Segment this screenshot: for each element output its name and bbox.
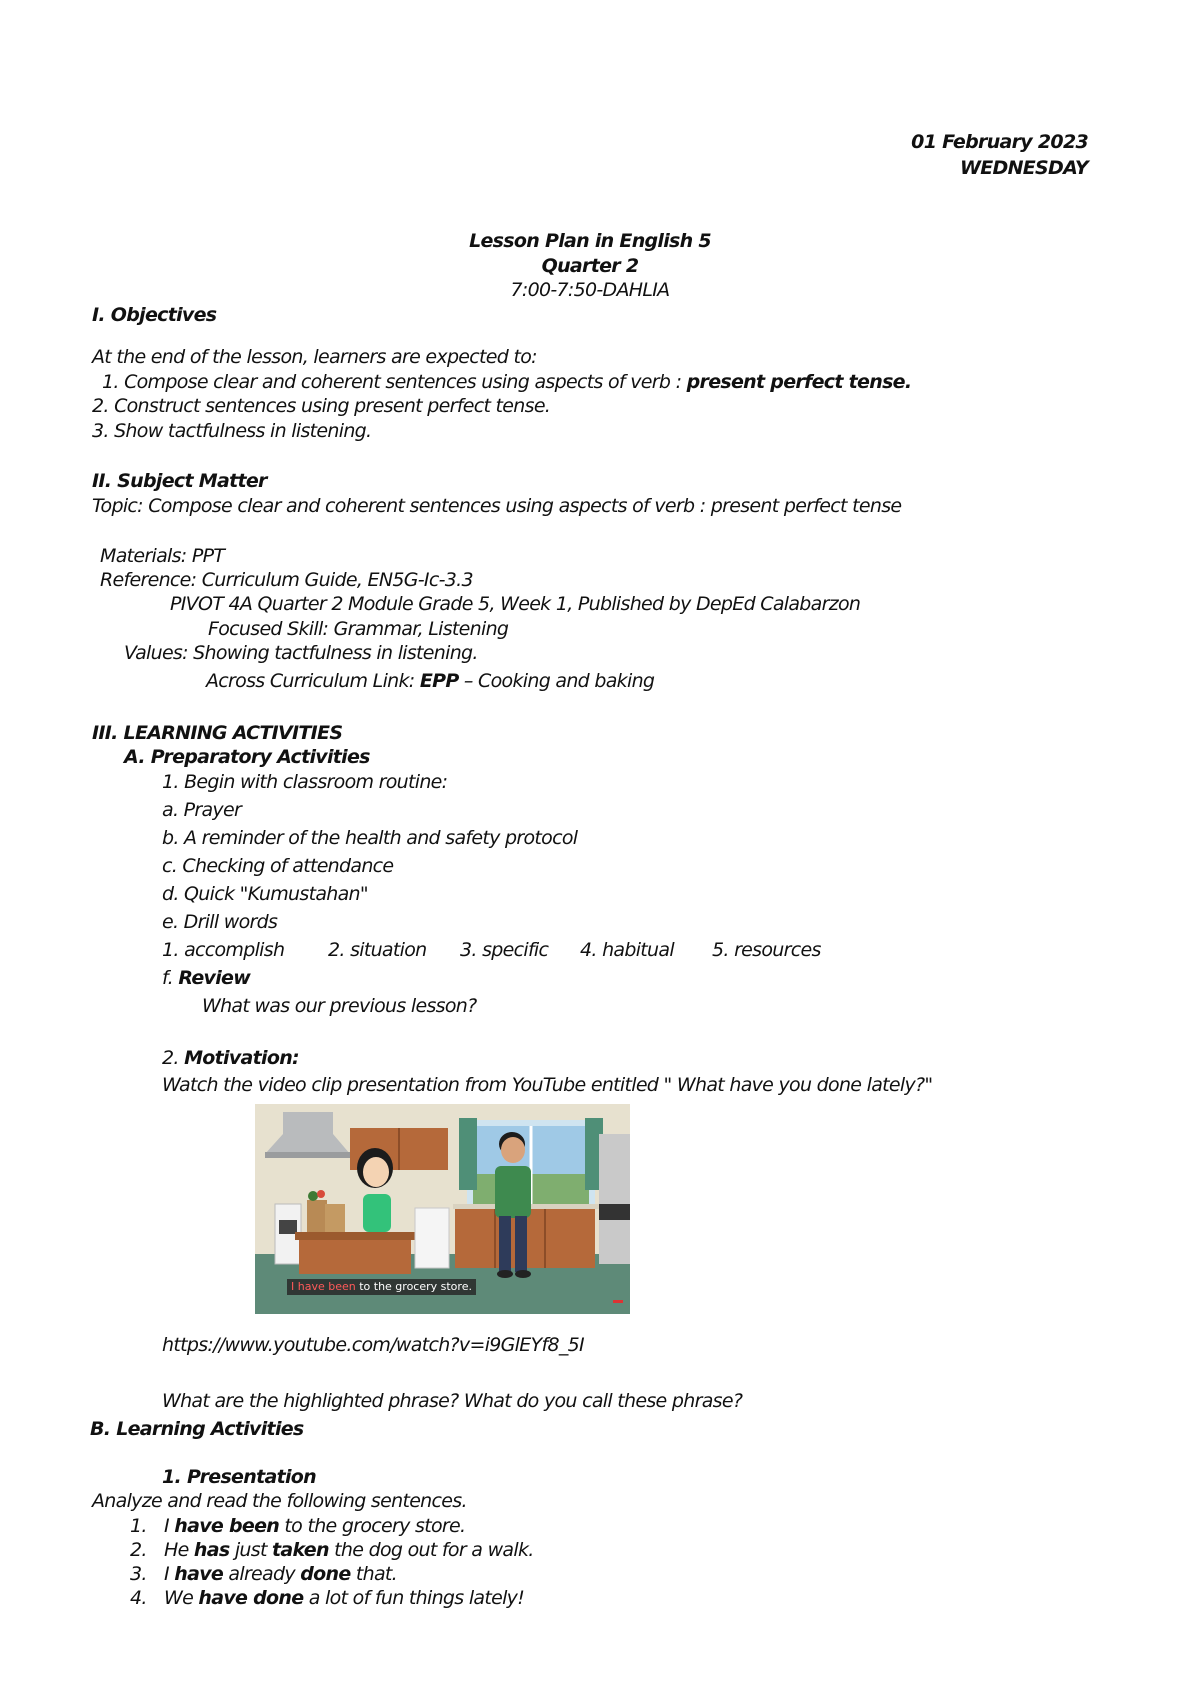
sentence-item bbox=[164, 1562, 397, 1586]
sentence-part: that. bbox=[350, 1563, 397, 1585]
objective-item-1-text: 1. Compose clear and coherent sentences using aspects of verb : bbox=[102, 371, 687, 393]
motivation-bold: Motivation: bbox=[184, 1047, 299, 1069]
motivation-prefix: 2. bbox=[162, 1047, 185, 1069]
learning-activities-b-heading: B. Learning Activities bbox=[90, 1418, 304, 1440]
objective-item-1-bold: present perfect tense. bbox=[686, 371, 912, 393]
routine-line: 1. Begin with classroom routine: bbox=[162, 771, 448, 793]
sentence-item bbox=[164, 1586, 524, 1610]
across-bold: EPP bbox=[419, 670, 459, 692]
sentence-part: a lot of fun things lately! bbox=[303, 1587, 525, 1609]
objectives-intro: At the end of the lesson, learners are expected to: bbox=[92, 346, 537, 368]
across-curriculum-line bbox=[206, 669, 654, 693]
quarter-label: Quarter 2 bbox=[541, 255, 639, 277]
drill-word: 5. resources bbox=[712, 939, 821, 961]
drill-word: 4. habitual bbox=[580, 939, 674, 961]
sentence-part: to the grocery store. bbox=[279, 1515, 466, 1537]
reminder-line: b. A reminder of the health and safety protocol bbox=[162, 827, 578, 849]
sentence-item bbox=[164, 1514, 465, 1538]
sentence-number: 4. bbox=[130, 1587, 147, 1609]
video-url[interactable]: https://www.youtube.com/watch?v=i9GlEYf8_5I bbox=[162, 1334, 584, 1356]
pivot-line: PIVOT 4A Quarter 2 Module Grade 5, Week 1, Published by DepEd Calabarzon bbox=[170, 593, 861, 615]
learning-activities-heading: III. LEARNING ACTIVITIES bbox=[92, 722, 343, 744]
review-prefix: f. bbox=[162, 967, 179, 989]
across-suffix: – Cooking and baking bbox=[458, 670, 655, 692]
video-caption-rest: to the grocery store. bbox=[355, 1280, 472, 1293]
across-prefix: Across Curriculum Link: bbox=[206, 670, 420, 692]
attendance-line: c. Checking of attendance bbox=[162, 855, 394, 877]
day: WEDNESDAY bbox=[959, 157, 1088, 179]
sentence-part: I bbox=[164, 1515, 175, 1537]
drill-word: 3. specific bbox=[460, 939, 549, 961]
review-line bbox=[162, 966, 250, 990]
objectives-heading: I. Objectives bbox=[92, 304, 217, 326]
review-question: What was our previous lesson? bbox=[202, 995, 477, 1017]
materials-line: Materials: PPT bbox=[100, 545, 225, 567]
motivation-line bbox=[162, 1046, 299, 1070]
video-thumbnail bbox=[255, 1104, 630, 1314]
highlight-question: What are the highlighted phrase? What do you call these phrase? bbox=[162, 1390, 743, 1412]
date: 01 February 2023 bbox=[911, 131, 1088, 153]
kumustahan-line: d. Quick "Kumustahan" bbox=[162, 883, 368, 905]
focused-skill-line: Focused Skill: Grammar, Listening bbox=[208, 618, 509, 640]
topic-line: Topic: Compose clear and coherent sentences using aspects of verb : present perfect tense bbox=[92, 495, 902, 517]
schedule-label: 7:00-7:50-DAHLIA bbox=[510, 279, 670, 301]
sentence-part: I bbox=[164, 1563, 175, 1585]
sentence-bold: taken bbox=[272, 1539, 329, 1561]
sentence-item bbox=[164, 1538, 534, 1562]
sentence-number: 1. bbox=[130, 1515, 147, 1537]
subject-matter-heading: II. Subject Matter bbox=[92, 470, 267, 492]
sentence-part: the dog out for a walk. bbox=[328, 1539, 534, 1561]
sentence-part: We bbox=[164, 1587, 199, 1609]
review-bold: Review bbox=[178, 967, 251, 989]
video-caption bbox=[287, 1279, 476, 1295]
sentence-bold: have bbox=[174, 1563, 224, 1585]
prayer-line: a. Prayer bbox=[162, 799, 242, 821]
objective-item-2: 2. Construct sentences using present perfect tense. bbox=[92, 395, 551, 417]
sentence-number: 2. bbox=[130, 1539, 147, 1561]
drill-word: 1. accomplish bbox=[162, 939, 285, 961]
page-title: Lesson Plan in English 5 bbox=[469, 230, 711, 252]
objective-item-1 bbox=[102, 370, 911, 394]
sentence-part: just bbox=[229, 1539, 273, 1561]
video-caption-highlight: I have been bbox=[291, 1280, 356, 1293]
drill-word: 2. situation bbox=[328, 939, 427, 961]
preparatory-activities-heading: A. Preparatory Activities bbox=[124, 746, 370, 768]
sentence-bold: have done bbox=[198, 1587, 304, 1609]
sentence-bold: have been bbox=[174, 1515, 280, 1537]
sentence-number: 3. bbox=[130, 1563, 147, 1585]
drill-line: e. Drill words bbox=[162, 911, 278, 933]
objective-item-3: 3. Show tactfulness in listening. bbox=[92, 420, 372, 442]
sentence-bold: has bbox=[193, 1539, 230, 1561]
motivation-text: Watch the video clip presentation from YouTube entitled " What have you done lately?" bbox=[162, 1074, 933, 1096]
reference-line: Reference: Curriculum Guide, EN5G-Ic-3.3 bbox=[100, 569, 473, 591]
sentence-part: already bbox=[223, 1563, 301, 1585]
presentation-heading: 1. Presentation bbox=[162, 1466, 316, 1488]
sentence-part: He bbox=[164, 1539, 194, 1561]
values-line: Values: Showing tactfulness in listening. bbox=[124, 642, 478, 664]
sentence-bold: done bbox=[300, 1563, 351, 1585]
analyze-line: Analyze and read the following sentences. bbox=[92, 1490, 467, 1512]
